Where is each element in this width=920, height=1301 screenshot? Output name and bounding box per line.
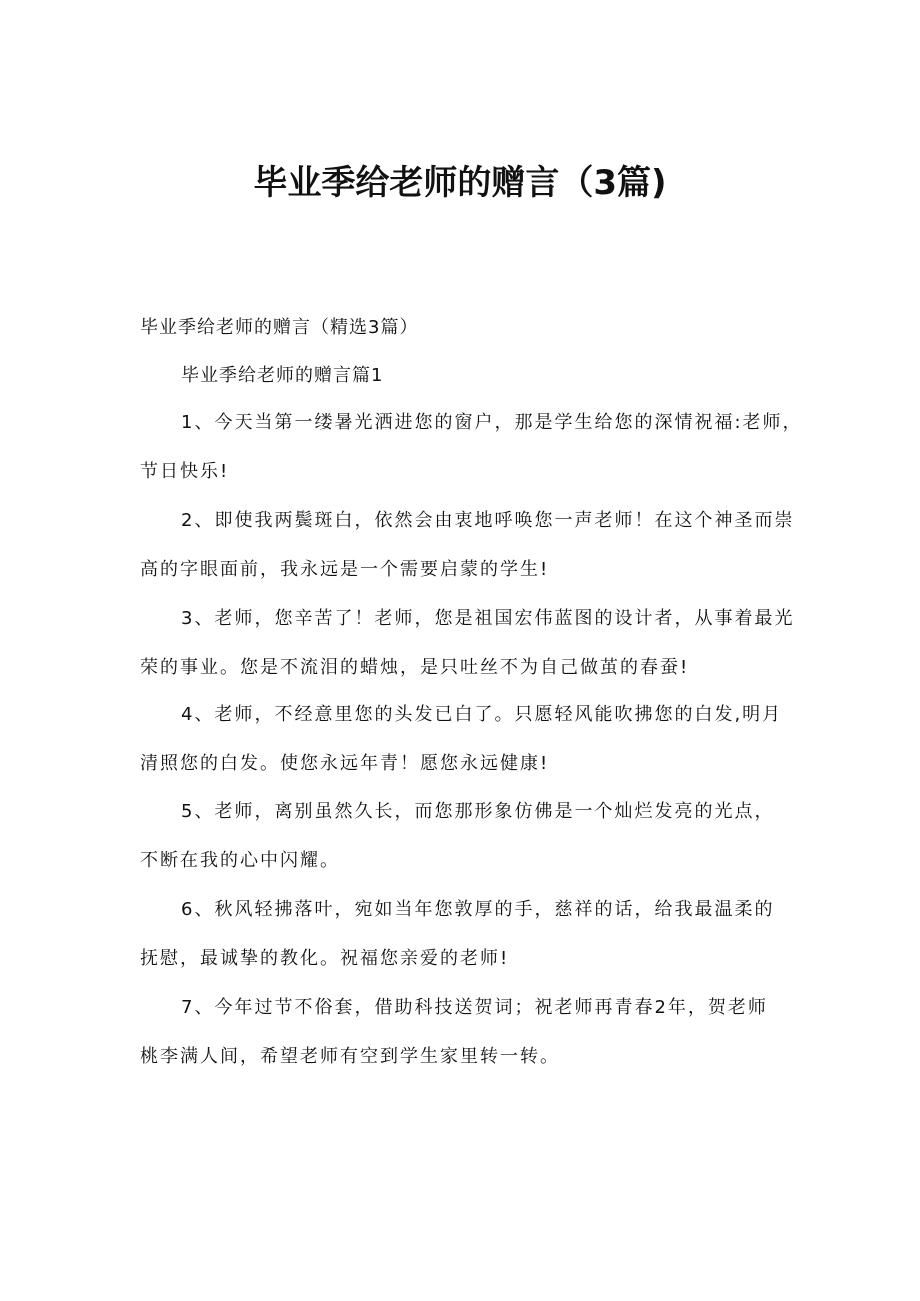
paragraph-line: 2、即使我两鬓斑白，依然会由衷地呼唤您一声老师！在这个神圣而崇 xyxy=(181,510,795,531)
subtitle: 毕业季给老师的赠言（精选3篇） xyxy=(140,317,419,338)
section-heading: 毕业季给老师的赠言篇1 xyxy=(181,365,384,386)
paragraph-line: 荣的事业。您是不流泪的蜡烛，是只吐丝不为自己做茧的春蚕! xyxy=(140,657,690,678)
paragraph-line: 4、老师，不经意里您的头发已白了。只愿轻风能吹拂您的白发,明月 xyxy=(181,704,783,725)
paragraph-line: 抚慰，最诚挚的教化。祝福您亲爱的老师! xyxy=(140,948,510,969)
paragraph-line: 7、今年过节不俗套，借助科技送贺词；祝老师再青春2年，贺老师 xyxy=(181,997,768,1018)
paragraph-line: 高的字眼面前，我永远是一个需要启蒙的学生! xyxy=(140,559,550,580)
paragraph-line: 桃李满人间，希望老师有空到学生家里转一转。 xyxy=(140,1046,560,1067)
paragraph-line: 节日快乐! xyxy=(140,461,230,482)
paragraph-line: 不断在我的心中闪耀。 xyxy=(140,850,340,871)
paragraph-line: 清照您的白发。使您永远年青！愿您永远健康! xyxy=(140,753,550,774)
paragraph-line: 3、老师，您辛苦了！老师，您是祖国宏伟蓝图的设计者，从事着最光 xyxy=(181,608,795,629)
paragraph-line: 1、今天当第一缕暑光洒进您的窗户，那是学生给您的深情祝福:老师， xyxy=(181,412,803,433)
paragraph-line: 6、秋风轻拂落叶，宛如当年您敦厚的手，慈祥的话，给我最温柔的 xyxy=(181,899,775,920)
paragraph-line: 5、老师，离别虽然久长，而您那形象仿佛是一个灿烂发亮的光点， xyxy=(181,801,775,822)
page-title: 毕业季给老师的赠言（3篇) xyxy=(253,163,667,203)
